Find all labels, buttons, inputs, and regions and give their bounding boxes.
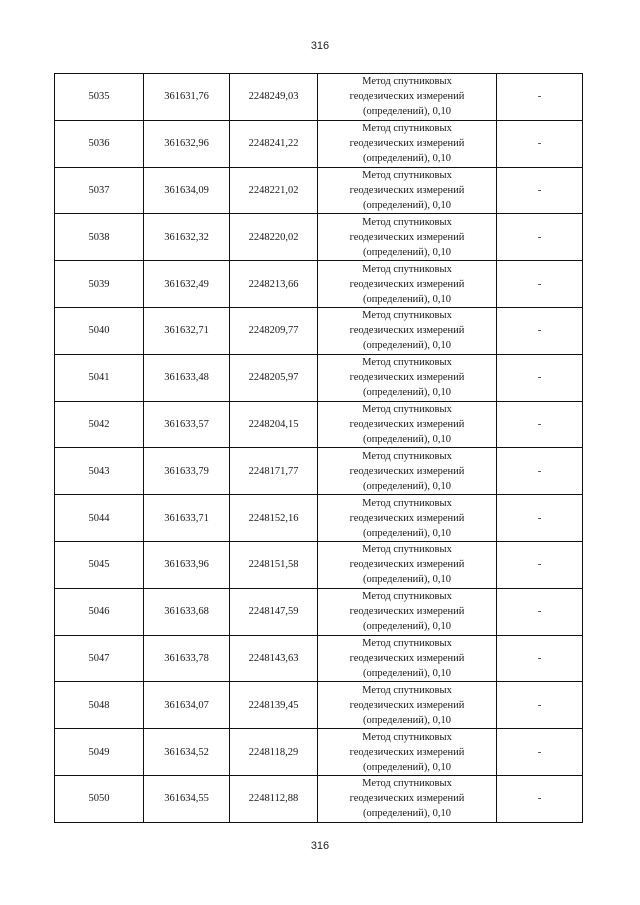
point-number-cell: 5037 bbox=[55, 167, 144, 214]
table-row bbox=[55, 214, 583, 261]
method-line: геодезических измерений bbox=[349, 793, 465, 805]
y-coordinate-cell: 2248151,58 bbox=[230, 541, 318, 588]
point-number-cell: 5043 bbox=[55, 448, 144, 495]
note-cell: - bbox=[497, 495, 583, 542]
method-line: Метод спутниковых bbox=[362, 403, 452, 415]
x-coordinate-cell: 361632,32 bbox=[144, 214, 230, 261]
table-row bbox=[55, 541, 583, 588]
table-row bbox=[55, 120, 583, 167]
method-cell bbox=[318, 214, 497, 261]
method-line: Метод спутниковых bbox=[362, 497, 452, 509]
method-line: геодезических измерений bbox=[349, 652, 465, 664]
method-line: геодезических измерений bbox=[349, 559, 465, 571]
method-line: (определений), 0,10 bbox=[362, 621, 452, 633]
note-cell: - bbox=[497, 120, 583, 167]
x-coordinate-cell: 361632,96 bbox=[144, 120, 230, 167]
x-coordinate-cell: 361632,49 bbox=[144, 261, 230, 308]
method-line: геодезических измерений bbox=[349, 91, 465, 103]
method-cell bbox=[318, 261, 497, 308]
x-coordinate-cell: 361634,07 bbox=[144, 682, 230, 729]
method-line: Метод спутниковых bbox=[362, 357, 452, 369]
x-coordinate-cell: 361633,71 bbox=[144, 495, 230, 542]
coordinates-table bbox=[54, 73, 583, 823]
table-row bbox=[55, 261, 583, 308]
y-coordinate-cell: 2248204,15 bbox=[230, 401, 318, 448]
method-line: геодезических измерений bbox=[349, 699, 465, 711]
method-line: (определений), 0,10 bbox=[362, 808, 452, 820]
table-row bbox=[55, 448, 583, 495]
method-cell bbox=[318, 775, 497, 822]
method-cell bbox=[318, 635, 497, 682]
x-coordinate-cell: 361633,57 bbox=[144, 401, 230, 448]
point-number-cell: 5036 bbox=[55, 120, 144, 167]
y-coordinate-cell: 2248152,16 bbox=[230, 495, 318, 542]
method-cell bbox=[318, 307, 497, 354]
method-line: геодезических измерений bbox=[349, 325, 465, 337]
table-row bbox=[55, 167, 583, 214]
method-cell bbox=[318, 729, 497, 776]
y-coordinate-cell: 2248209,77 bbox=[230, 307, 318, 354]
table-row bbox=[55, 401, 583, 448]
table-row bbox=[55, 495, 583, 542]
point-number-cell: 5049 bbox=[55, 729, 144, 776]
method-line: геодезических измерений bbox=[349, 746, 465, 758]
method-line: (определений), 0,10 bbox=[362, 761, 452, 773]
point-number-cell: 5039 bbox=[55, 261, 144, 308]
table-row bbox=[55, 307, 583, 354]
y-coordinate-cell: 2248220,02 bbox=[230, 214, 318, 261]
y-coordinate-cell: 2248205,97 bbox=[230, 354, 318, 401]
y-coordinate-cell: 2248171,77 bbox=[230, 448, 318, 495]
method-line: (определений), 0,10 bbox=[362, 574, 452, 586]
y-coordinate-cell: 2248241,22 bbox=[230, 120, 318, 167]
table-row bbox=[55, 775, 583, 822]
method-line: Метод спутниковых bbox=[362, 544, 452, 556]
page-number-bottom: 316 bbox=[310, 840, 330, 852]
method-cell bbox=[318, 448, 497, 495]
method-line: (определений), 0,10 bbox=[362, 480, 452, 492]
note-cell: - bbox=[497, 541, 583, 588]
table-row bbox=[55, 354, 583, 401]
x-coordinate-cell: 361633,96 bbox=[144, 541, 230, 588]
point-number-cell: 5038 bbox=[55, 214, 144, 261]
method-cell bbox=[318, 120, 497, 167]
point-number-cell: 5035 bbox=[55, 74, 144, 121]
point-number-cell: 5042 bbox=[55, 401, 144, 448]
method-cell bbox=[318, 401, 497, 448]
point-number-cell: 5046 bbox=[55, 588, 144, 635]
x-coordinate-cell: 361634,09 bbox=[144, 167, 230, 214]
method-cell bbox=[318, 495, 497, 542]
method-line: (определений), 0,10 bbox=[362, 527, 452, 539]
method-line: (определений), 0,10 bbox=[362, 293, 452, 305]
method-line: геодезических измерений bbox=[349, 138, 465, 150]
method-line: геодезических измерений bbox=[349, 184, 465, 196]
method-line: геодезических измерений bbox=[349, 372, 465, 384]
method-cell bbox=[318, 682, 497, 729]
method-cell bbox=[318, 74, 497, 121]
page-number-top: 316 bbox=[310, 40, 330, 52]
method-line: геодезических измерений bbox=[349, 231, 465, 243]
method-line: Метод спутниковых bbox=[362, 310, 452, 322]
x-coordinate-cell: 361634,52 bbox=[144, 729, 230, 776]
method-line: (определений), 0,10 bbox=[362, 387, 452, 399]
method-line: Метод спутниковых bbox=[362, 123, 452, 135]
method-line: Метод спутниковых bbox=[362, 731, 452, 743]
method-line: Метод спутниковых bbox=[362, 76, 452, 88]
method-line: геодезических измерений bbox=[349, 606, 465, 618]
y-coordinate-cell: 2248139,45 bbox=[230, 682, 318, 729]
point-number-cell: 5040 bbox=[55, 307, 144, 354]
x-coordinate-cell: 361632,71 bbox=[144, 307, 230, 354]
note-cell: - bbox=[497, 775, 583, 822]
coordinates-table-body bbox=[55, 74, 583, 823]
x-coordinate-cell: 361634,55 bbox=[144, 775, 230, 822]
table-row bbox=[55, 588, 583, 635]
method-line: (определений), 0,10 bbox=[362, 246, 452, 258]
method-line: (определений), 0,10 bbox=[362, 340, 452, 352]
note-cell: - bbox=[497, 729, 583, 776]
method-line: (определений), 0,10 bbox=[362, 667, 452, 679]
table-row bbox=[55, 729, 583, 776]
note-cell: - bbox=[497, 401, 583, 448]
y-coordinate-cell: 2248147,59 bbox=[230, 588, 318, 635]
point-number-cell: 5045 bbox=[55, 541, 144, 588]
table-row bbox=[55, 74, 583, 121]
x-coordinate-cell: 361633,68 bbox=[144, 588, 230, 635]
table-row bbox=[55, 635, 583, 682]
x-coordinate-cell: 361633,78 bbox=[144, 635, 230, 682]
y-coordinate-cell: 2248118,29 bbox=[230, 729, 318, 776]
method-line: Метод спутниковых bbox=[362, 637, 452, 649]
method-line: геодезических измерений bbox=[349, 512, 465, 524]
method-line: Метод спутниковых bbox=[362, 169, 452, 181]
method-cell bbox=[318, 167, 497, 214]
note-cell: - bbox=[497, 682, 583, 729]
method-line: геодезических измерений bbox=[349, 418, 465, 430]
method-line: (определений), 0,10 bbox=[362, 199, 452, 211]
y-coordinate-cell: 2248213,66 bbox=[230, 261, 318, 308]
method-line: (определений), 0,10 bbox=[362, 714, 452, 726]
note-cell: - bbox=[497, 588, 583, 635]
method-cell bbox=[318, 354, 497, 401]
y-coordinate-cell: 2248221,02 bbox=[230, 167, 318, 214]
note-cell: - bbox=[497, 74, 583, 121]
method-line: (определений), 0,10 bbox=[362, 106, 452, 118]
note-cell: - bbox=[497, 635, 583, 682]
method-line: геодезических измерений bbox=[349, 278, 465, 290]
x-coordinate-cell: 361633,48 bbox=[144, 354, 230, 401]
x-coordinate-cell: 361631,76 bbox=[144, 74, 230, 121]
table-row bbox=[55, 682, 583, 729]
note-cell: - bbox=[497, 214, 583, 261]
method-line: (определений), 0,10 bbox=[362, 153, 452, 165]
point-number-cell: 5050 bbox=[55, 775, 144, 822]
point-number-cell: 5041 bbox=[55, 354, 144, 401]
method-line: Метод спутниковых bbox=[362, 263, 452, 275]
method-line: Метод спутниковых bbox=[362, 216, 452, 228]
note-cell: - bbox=[497, 354, 583, 401]
y-coordinate-cell: 2248112,88 bbox=[230, 775, 318, 822]
point-number-cell: 5044 bbox=[55, 495, 144, 542]
note-cell: - bbox=[497, 261, 583, 308]
method-line: (определений), 0,10 bbox=[362, 433, 452, 445]
x-coordinate-cell: 361633,79 bbox=[144, 448, 230, 495]
note-cell: - bbox=[497, 167, 583, 214]
method-line: геодезических измерений bbox=[349, 465, 465, 477]
note-cell: - bbox=[497, 448, 583, 495]
method-line: Метод спутниковых bbox=[362, 450, 452, 462]
method-line: Метод спутниковых bbox=[362, 778, 452, 790]
point-number-cell: 5047 bbox=[55, 635, 144, 682]
method-cell bbox=[318, 541, 497, 588]
method-line: Метод спутниковых bbox=[362, 684, 452, 696]
method-line: Метод спутниковых bbox=[362, 591, 452, 603]
note-cell: - bbox=[497, 307, 583, 354]
method-cell bbox=[318, 588, 497, 635]
point-number-cell: 5048 bbox=[55, 682, 144, 729]
y-coordinate-cell: 2248143,63 bbox=[230, 635, 318, 682]
y-coordinate-cell: 2248249,03 bbox=[230, 74, 318, 121]
